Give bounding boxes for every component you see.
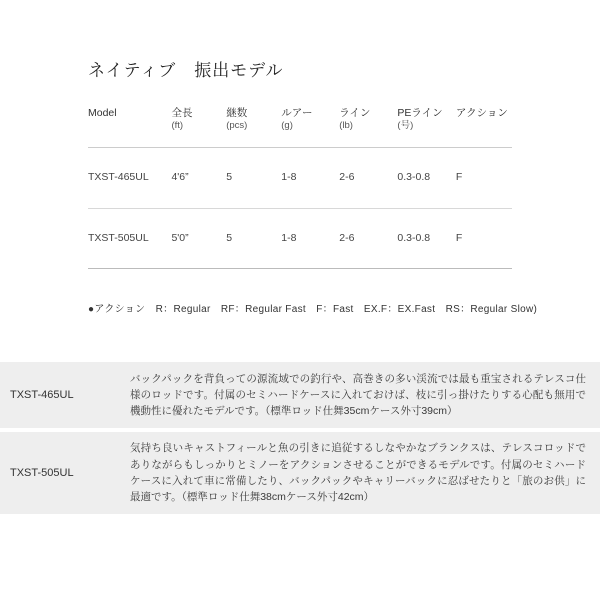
column-header-lure-label: ルアー	[281, 107, 313, 119]
cell-length: 5'0”	[171, 208, 226, 269]
spec-table-body	[88, 147, 512, 269]
spec-table	[88, 96, 512, 269]
table-row	[88, 208, 512, 269]
cell-pe-line: 0.3-0.8	[397, 147, 456, 208]
cell-pieces: 5	[226, 147, 281, 208]
column-header-pe-line-label: PEライン	[397, 107, 443, 119]
description-text: 気持ち良いキャストフィールと魚の引きに追従するしなやかなブランクスは、テレスコロッドでありながらもしっかりとミノーをアクションさせることができるモデルです。付属のセミハードケースに入れて車に常備したり、バックパックやキャリーバックに忍ばせたりと「旅のお供」に最適です。（標準ロッド仕舞38cmケース外寸42cm）	[130, 442, 586, 504]
cell-pe-line: 0.3-0.8	[397, 208, 456, 269]
column-header-pieces-label: 継数	[226, 107, 248, 119]
cell-action: F	[456, 208, 512, 269]
column-header-pieces-unit: (pcs)	[226, 120, 248, 132]
description-block-505ul	[0, 432, 600, 514]
cell-lure: 1-8	[281, 208, 339, 269]
column-header-length-label: 全長	[171, 107, 193, 119]
cell-length: 4'6”	[171, 147, 226, 208]
column-header-model-label: Model	[88, 107, 117, 119]
cell-line: 2-6	[339, 208, 397, 269]
column-header-line-label: ライン	[339, 107, 371, 119]
column-header-length-unit: (ft)	[171, 120, 184, 132]
column-header-line	[339, 96, 397, 147]
cell-pieces: 5	[226, 208, 281, 269]
cell-lure: 1-8	[281, 147, 339, 208]
column-header-action-label: アクション	[455, 107, 508, 119]
column-header-model	[88, 96, 171, 147]
column-header-action	[456, 96, 512, 147]
cell-action: F	[456, 147, 512, 208]
description-text: バックパックを背負っての源流域での釣行や、高巻きの多い渓流では最も重宝されるテレスコ仕様のロッドです。付属のセミハードケースに入れておけば、枝に引っ掛けたりする心配も無用で機動性に優れたモデルです。（標準ロッド仕舞35cmケース外寸39cm）	[130, 372, 586, 418]
page-title: ネイティブ 振出モデル	[88, 61, 284, 80]
spec-table-head	[88, 96, 512, 147]
column-header-pieces	[226, 96, 281, 147]
cell-model: TXST-505UL	[88, 208, 171, 269]
action-legend-note: ●アクション R：Regular RF：Regular Fast F：Fast EX.F：EX.Fast RS：Regular Slow)	[88, 304, 538, 315]
spec-table-header-row	[88, 96, 512, 147]
column-header-pe-line	[397, 96, 456, 147]
cell-line: 2-6	[339, 147, 397, 208]
column-header-lure	[281, 96, 339, 147]
column-header-line-unit: (lb)	[339, 120, 353, 132]
description-model-label: TXST-505UL	[10, 467, 74, 479]
column-header-pe-line-unit: (号)	[397, 120, 414, 132]
description-block-465ul	[0, 362, 600, 428]
cell-model: TXST-465UL	[88, 147, 171, 208]
description-model-label: TXST-465UL	[10, 389, 74, 401]
column-header-lure-unit: (g)	[281, 120, 293, 132]
table-row	[88, 147, 512, 208]
column-header-length	[171, 96, 226, 147]
